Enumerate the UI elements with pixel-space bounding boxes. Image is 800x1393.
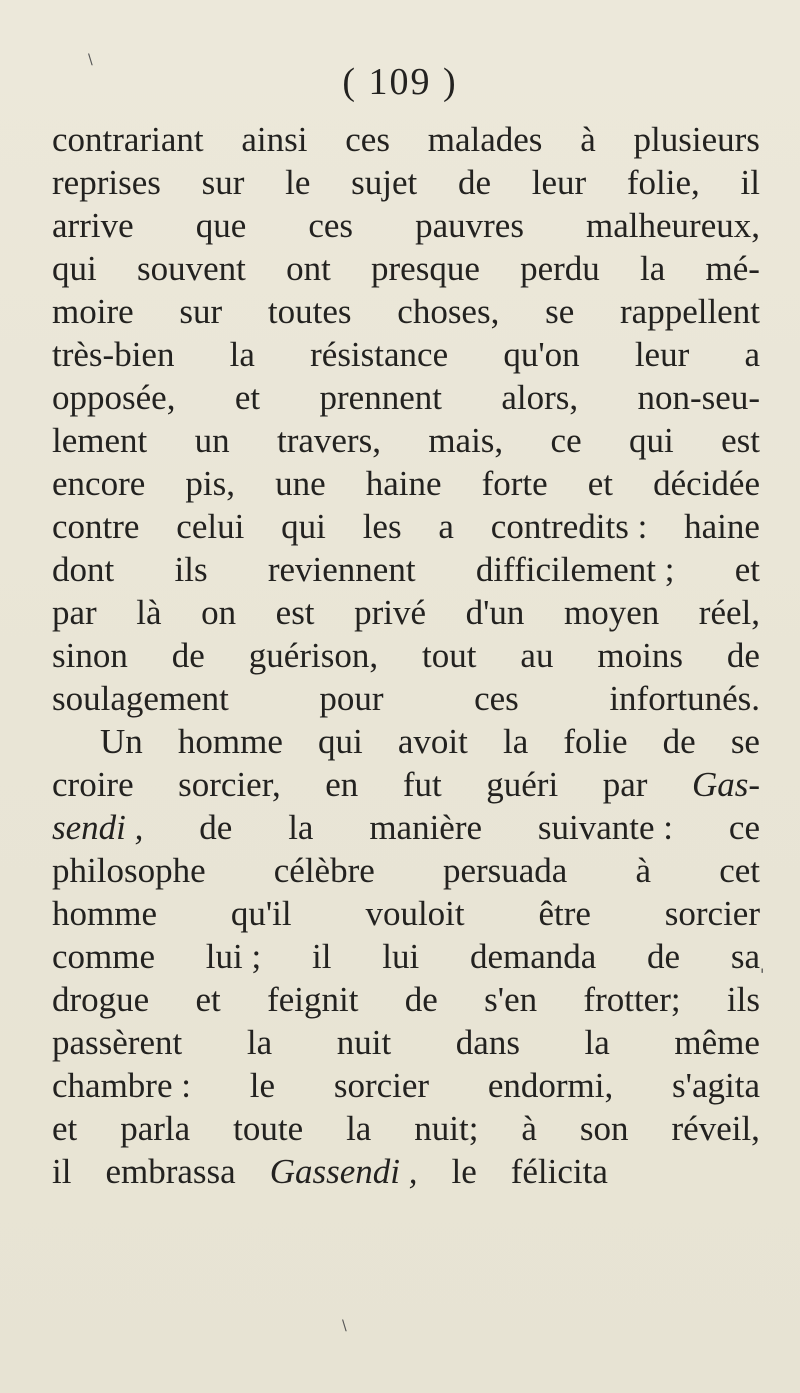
text-line [52,419,760,462]
word: Gassendi , [269,1152,418,1191]
word: la [288,808,314,847]
word: nuit [336,1023,392,1062]
word: malades [427,120,543,159]
text-line [52,1064,760,1107]
word: plusieurs [633,120,760,159]
text-line [52,591,760,634]
word: de [662,722,696,761]
word: suivante : [537,808,674,847]
word: de [404,980,438,1019]
word: ils [726,980,760,1019]
text-line [52,548,760,591]
text-line [52,290,760,333]
word: sa [730,937,760,976]
word: rappellent [620,292,760,331]
word: se [545,292,575,331]
word: ce [550,421,582,460]
word: malheureux, [586,206,760,245]
word: de [726,636,760,675]
word: lui ; [205,937,262,976]
word: félicita [510,1152,608,1191]
word: qui [281,507,326,546]
word: célèbre [273,851,375,890]
word: avoit [397,722,468,761]
word: ces [308,206,354,245]
word: est [275,593,315,632]
word: homme [52,894,157,933]
word: haine [365,464,442,503]
word: sur [201,163,245,202]
word: dont [52,550,115,589]
text-line [52,161,760,204]
word: a [438,507,454,546]
word: la [246,1023,273,1062]
word: sujet [351,163,418,202]
word: comme [52,937,156,976]
word: arrive [52,206,134,245]
word: croire [52,765,134,804]
text-line [52,505,760,548]
word: toute [233,1109,304,1148]
word: qu'il [230,894,292,933]
word: moire [52,292,134,331]
text-line [52,892,760,935]
word: et [52,1109,78,1148]
word: cet [719,851,760,890]
word: à [635,851,652,890]
body-text [52,118,760,1193]
word: soulagement [52,679,229,718]
text-line [52,677,760,720]
word: philosophe [52,851,206,890]
word: il [52,1152,72,1191]
word: être [538,894,591,933]
word: folie [563,722,628,761]
word: passèrent [52,1023,183,1062]
word: est [721,421,760,460]
word: s'agita [672,1066,760,1105]
word: là [136,593,162,632]
text-line [52,978,760,1021]
word: encore [52,464,146,503]
text-line [52,247,760,290]
word: moyen [563,593,660,632]
word: par [52,593,97,632]
word: sur [179,292,223,331]
word: ils [174,550,208,589]
word: sorcier [664,894,760,933]
word: les [362,507,402,546]
word: reviennent [267,550,416,589]
text-line [52,1107,760,1150]
word: manière [369,808,483,847]
word: contredits : [490,507,648,546]
word: décidée [653,464,760,503]
word: même [674,1023,760,1062]
word: la [584,1023,610,1062]
word: prennent [319,378,442,417]
word: persuada [442,851,568,890]
word: non-seu- [637,378,760,417]
word: qui [318,722,363,761]
text-line [52,1021,760,1064]
word: folie, [626,163,700,202]
text-line [52,118,760,161]
word: son [579,1109,629,1148]
word: la [640,249,666,288]
word: guéri [486,765,559,804]
word: embrassa [105,1152,236,1191]
word: choses, [397,292,500,331]
text-line [52,1150,760,1193]
word: pour [319,679,384,718]
word: travers, [276,421,381,460]
ink-mark-top: \ [88,52,93,68]
word: et [234,378,261,417]
word: haine [684,507,760,546]
word: perdu [520,249,600,288]
word: très-bien [52,335,175,374]
word: ces [345,120,390,159]
word: le [285,163,311,202]
text-line [52,935,760,978]
word: tout [422,636,477,675]
word: leur [531,163,587,202]
word: la [502,722,529,761]
word: lui [382,937,420,976]
word: feignit [267,980,359,1019]
word: privé [354,593,427,632]
word: drogue [52,980,150,1019]
ink-mark-side: ' [760,965,765,984]
word: il [740,163,760,202]
word: la [229,335,255,374]
word: il [312,937,332,976]
word: de [199,808,233,847]
word: dans [455,1023,520,1062]
word: une [275,464,326,503]
word: et [587,464,614,503]
word: pis, [185,464,235,503]
ink-mark-bottom: \ [342,1318,347,1334]
word: sendi , [52,808,144,847]
word: le [249,1066,276,1105]
word: pauvres [415,206,524,245]
word: sinon [52,636,128,675]
word: alors, [501,378,579,417]
word: endormi, [487,1066,614,1105]
word: réveil, [671,1109,760,1148]
word: moins [597,636,683,675]
word: reprises [52,163,161,202]
word: nuit; [414,1109,479,1148]
word: le [451,1152,477,1191]
word: souvent [136,249,246,288]
word: difficilement ; [475,550,675,589]
word: contre [52,507,140,546]
word: homme [177,722,283,761]
word: demanda [469,937,597,976]
word: lement [52,421,148,460]
text-line [52,720,760,763]
word: que [195,206,247,245]
word: de [647,937,681,976]
word: forte [481,464,548,503]
text-line [52,763,760,806]
word: par [602,765,648,804]
word: leur [634,335,690,374]
word: fut [402,765,442,804]
word: réel, [698,593,760,632]
word: parla [120,1109,191,1148]
word: de [171,636,205,675]
text-line [52,849,760,892]
word: en [325,765,359,804]
word: la [346,1109,372,1148]
word: sorcier, [178,765,281,804]
word: opposée, [52,378,176,417]
text-line [52,634,760,677]
word: mé- [705,249,760,288]
word: a [744,335,760,374]
word: ont [286,249,331,288]
word: mais, [428,421,504,460]
page-number: ( 109 ) [342,61,458,103]
text-line [52,806,760,849]
word: et [195,980,221,1019]
text-line [52,462,760,505]
word: ces [474,679,519,718]
word: et [734,550,760,589]
word: qui [628,421,674,460]
word: au [520,636,554,675]
word: contrariant [52,120,204,159]
word: vouloit [365,894,465,933]
word: de [457,163,491,202]
word: un [194,421,230,460]
word: à [580,120,596,159]
word: frotter; [583,980,681,1019]
text-line [52,333,760,376]
word: toutes [267,292,352,331]
word: qu'on [503,335,580,374]
word: celui [176,507,245,546]
text-line [52,376,760,419]
word: presque [371,249,480,288]
word: sorcier [333,1066,430,1105]
word: ainsi [241,120,308,159]
word: à [521,1109,537,1148]
word: Gas- [691,765,760,804]
word: ce [728,808,760,847]
word: Un [100,722,143,761]
word: chambre : [52,1066,191,1105]
word: on [201,593,237,632]
word: infortunés. [609,679,760,718]
word: d'un [465,593,525,632]
text-line [52,204,760,247]
word: s'en [484,980,538,1019]
word: se [730,722,760,761]
word: qui [52,249,97,288]
word: résistance [310,335,449,374]
word: guérison, [248,636,379,675]
